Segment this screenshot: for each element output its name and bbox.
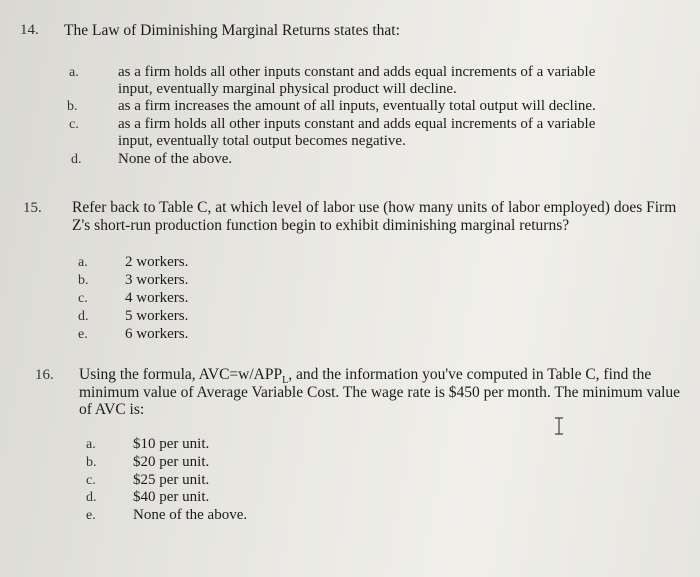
- q15-number: 15.: [23, 200, 42, 216]
- q15-option-b-letter: b.: [78, 273, 89, 288]
- q16-option-d-text: $40 per unit.: [133, 489, 210, 505]
- q16-line1-subscript: L: [282, 375, 289, 387]
- q14-option-d-letter: d.: [71, 152, 82, 167]
- q14-option-b-letter: b.: [67, 99, 78, 114]
- q16-option-a-text: $10 per unit.: [133, 436, 210, 452]
- q14-option-b-line1: as a firm increases the amount of all inputs, eventually total output will decline.: [118, 98, 596, 114]
- q14-option-c-letter: c.: [69, 117, 79, 132]
- q14-option-c-line2: input, eventually total output becomes negative.: [118, 133, 406, 149]
- q16-option-b-text: $20 per unit.: [133, 454, 210, 470]
- q15-option-b-text: 3 workers.: [125, 272, 189, 288]
- q15-option-d-text: 5 workers.: [125, 308, 189, 324]
- q14-option-a-letter: a.: [69, 65, 79, 80]
- q16-option-e-letter: e.: [86, 508, 96, 523]
- q16-option-d-letter: d.: [86, 490, 97, 505]
- q16-option-a-letter: a.: [86, 437, 96, 452]
- q15-option-a-text: 2 workers.: [125, 254, 189, 270]
- q15-option-a-letter: a.: [78, 255, 88, 270]
- q16-number: 16.: [35, 367, 54, 383]
- q16-option-b-letter: b.: [86, 455, 97, 470]
- q16-line1-rest: , and the information you've computed in Table C, find the: [288, 366, 652, 383]
- q15-option-c-text: 4 workers.: [125, 290, 189, 306]
- q14-option-d-line1: None of the above.: [118, 151, 233, 167]
- q16-option-e-text: None of the above.: [133, 507, 248, 523]
- q15-line2: Z's short-run production function begin to exhibit diminishing marginal returns?: [72, 217, 570, 234]
- q15-option-d-letter: d.: [78, 309, 89, 324]
- q16-line3: of AVC is:: [79, 401, 145, 418]
- q16-option-c-letter: c.: [86, 473, 96, 488]
- q15-option-c-letter: c.: [78, 291, 88, 306]
- q15-line1: Refer back to Table C, at which level of labor use (how many units of labor employed) does Firm: [72, 199, 677, 216]
- q14-option-c-line1: as a firm holds all other inputs constant and adds equal increments of a variable: [118, 116, 596, 132]
- q15-option-e-text: 6 workers.: [125, 326, 189, 342]
- q16-line2: minimum value of Average Variable Cost. The wage rate is $450 per month. The minimum value: [79, 384, 681, 401]
- q14-option-a-line1: as a firm holds all other inputs constant and adds equal increments of a variable: [118, 64, 596, 80]
- text-cursor-icon: [553, 417, 565, 435]
- q14-option-a-line2: input, eventually marginal physical product will decline.: [118, 81, 457, 97]
- q14-number: 14.: [20, 22, 39, 38]
- q15-option-e-letter: e.: [78, 327, 88, 342]
- q14-question: The Law of Diminishing Marginal Returns states that:: [64, 22, 400, 39]
- q16-line1-formula: Using the formula, AVC=w/APP: [79, 366, 283, 383]
- q16-option-c-text: $25 per unit.: [133, 472, 210, 488]
